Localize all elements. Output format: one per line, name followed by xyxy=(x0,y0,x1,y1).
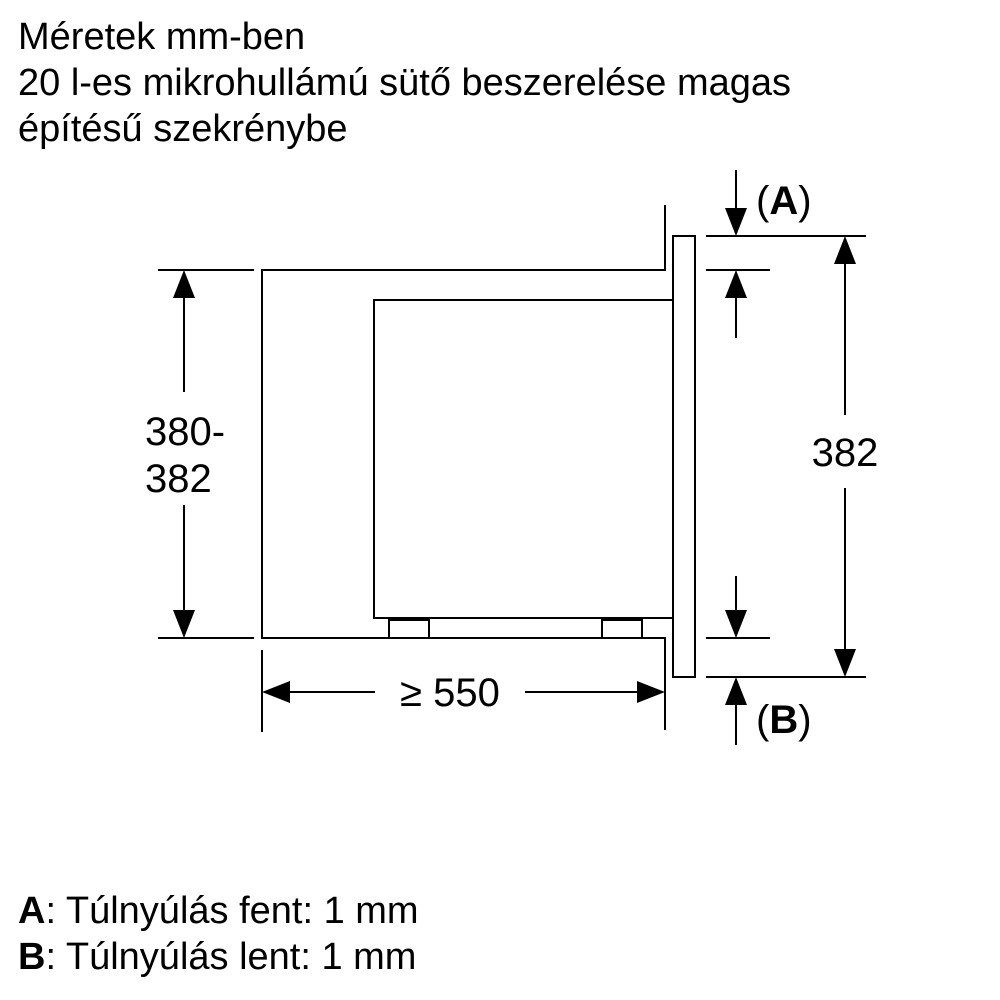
arrowhead-a-up xyxy=(725,270,747,298)
arrowhead-depth-right xyxy=(637,681,665,703)
arrowhead-left-down xyxy=(173,610,195,638)
depth-label: ≥ 550 xyxy=(400,671,500,715)
marker-b-open: ( xyxy=(756,698,770,742)
legend xyxy=(18,888,419,980)
height-left-label-line-1: 380- xyxy=(145,410,226,454)
marker-b-close: ) xyxy=(798,698,812,742)
arrowhead-a-down xyxy=(725,208,747,236)
marker-a-open: ( xyxy=(756,179,770,223)
title-line-1: Méretek mm-ben xyxy=(18,16,306,58)
legend-row-a xyxy=(18,888,419,934)
arrowhead-right-up xyxy=(834,236,856,264)
title-line-2: 20 l-es mikrohullámú sütő beszerelése magas xyxy=(18,62,792,104)
arrowhead-right-down xyxy=(834,649,856,677)
legend-key-b: B xyxy=(18,936,46,978)
arrowhead-depth-left xyxy=(262,681,290,703)
arrowhead-b-up xyxy=(725,677,747,705)
appliance-foot-left xyxy=(389,620,429,638)
legend-text-a: : Túlnyúlás fent: 1 mm xyxy=(45,890,419,932)
marker-b-letter: B xyxy=(769,698,799,742)
appliance-foot-right xyxy=(602,620,642,638)
arrowhead-b-down xyxy=(725,610,747,638)
legend-row-b xyxy=(18,934,419,980)
legend-text-b: : Túlnyúlás lent: 1 mm xyxy=(45,936,417,978)
legend-key-a: A xyxy=(18,890,46,932)
marker-a-letter: A xyxy=(769,179,799,223)
height-right-label: 382 xyxy=(811,431,879,475)
marker-b xyxy=(756,698,812,742)
front-frame xyxy=(673,236,695,677)
height-left-label-line-2: 382 xyxy=(145,457,212,501)
arrowhead-left-up xyxy=(173,270,195,298)
cabinet-niche-outline xyxy=(262,205,665,730)
appliance-body xyxy=(374,300,672,618)
marker-a-close: ) xyxy=(798,179,812,223)
marker-a xyxy=(756,179,812,223)
title-line-3: építésű szekrénybe xyxy=(18,108,348,150)
